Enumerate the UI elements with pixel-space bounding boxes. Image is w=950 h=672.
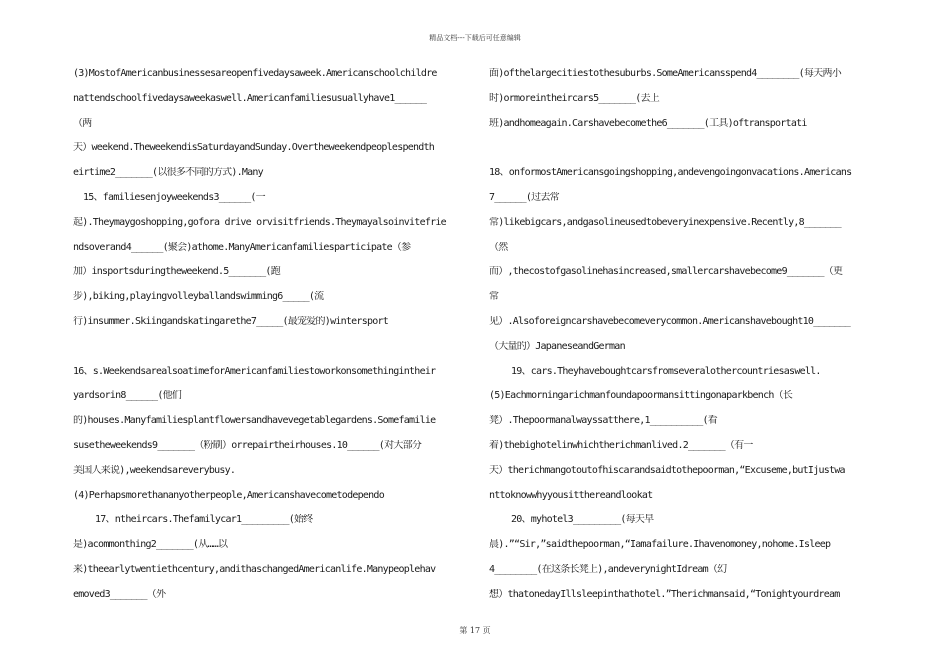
text-line: 而）,thecostofgasolinehasincreased,smallercarshavebecome9_______（更: [489, 266, 843, 278]
text-line: 晨).”“Sir,”saidthepoorman,“Iamafailure.Ihavenomoney,nohome.Isleep: [489, 539, 831, 551]
text-line: 7______(过去常: [489, 191, 559, 203]
right-column: [489, 68, 881, 614]
text-line: 天）weekend.TheweekendisSaturdayandSunday.Overtheweekendpeoplespendth: [73, 142, 435, 154]
paragraph-gap: [73, 341, 467, 366]
text-line: 见）.Alsoforeigncarshavebecomeverycommon.Americanshavebought10_______: [489, 315, 851, 327]
text-line: （两: [73, 117, 92, 129]
text-line: 凳）.Thepoormanalwayssatthere,1__________(看: [489, 415, 718, 427]
text-line: 17、ntheircars.Thefamilycar1_________(始终: [95, 514, 313, 526]
text-line: 天）therichmangotoutofhiscarandsaidtothepoorman,“Excuseme,butIjustwa: [489, 464, 845, 476]
text-line: 20、myhotel3_________(每天早: [511, 514, 654, 526]
text-line: nttoknowwhyyousitthereandlookat: [489, 489, 653, 501]
text-line: 起).Theymaygoshopping,gofora drive orvisitfriends.Theymayalsoinvitefrie: [73, 216, 446, 228]
text-line: 18、onformostAmericansgoingshopping,andevengoingonvacations.Americans: [489, 167, 852, 179]
left-column: [73, 68, 467, 614]
text-line: (5)Eachmorningarichmanfoundapoormansittingonaparkbench（长: [489, 390, 793, 402]
text-line: (3)MostofAmericanbusinessesareopenfivedaysaweek.Americanschoolchildre: [73, 68, 437, 79]
text-line: 步),biking,playingvolleyballandswimming6_____(流: [73, 291, 324, 303]
text-line: 着)thebighotelinwhichtherichmanlived.2_______（有一: [489, 439, 753, 451]
text-line: 的)houses.Manyfamiliesplantflowersandhavevegetablegardens.Somefamilie: [73, 415, 436, 427]
text-line: 16、s.WeekendsarealsoatimeforAmericanfamiliestoworkonsomethingintheir: [73, 365, 436, 377]
text-line: 面)ofthelargecitiestothesuburbs.SomeAmericansspend4________(每天两小: [489, 68, 841, 79]
text-line: 美国人来说),weekendsareverybusy.: [73, 464, 236, 476]
text-line: 15、familiesenjoyweekends3______(一: [83, 191, 265, 203]
text-line: (4)Perhapsmorethananyotherpeople,Americanshavecometodependo: [73, 489, 384, 501]
text-line: nattendschoolfivedaysaweekaswell.Americanfamiliesusuallyhave1______: [73, 92, 427, 104]
text-line: 是)acommonthing2_______(从……以: [73, 539, 228, 551]
text-line: emoved3_______（外: [73, 588, 166, 600]
text-line: 常: [489, 291, 499, 303]
text-line: 来)theearlytwentiethcentury,andithaschangedAmericanlife.Manypeoplehav: [73, 563, 436, 575]
text-line: （大量的）JapaneseandGerman: [489, 340, 625, 352]
text-line: （然: [489, 241, 508, 253]
text-line: 加）insportsduringtheweekend.5_______(跑: [73, 266, 280, 278]
text-line: 19、cars.Theyhaveboughtcarsfromseveralothercountriesaswell.: [511, 365, 821, 377]
text-line: 想）thatonedayIllsleepinthathotel.”Therichmansaid,“Tonightyourdream: [489, 588, 840, 600]
text-line: 常)likebigcars,andgasolineusedtobeveryinexpensive.Recently,8_______: [489, 216, 841, 228]
text-line: 班)andhomeagain.Carshavebecomethe6_______(工具)oftransportati: [489, 117, 807, 129]
text-line: susetheweekends9_______（粉刷）orrepairtheirhouses.10______(对大部分: [73, 439, 422, 451]
paragraph-gap: [489, 142, 881, 167]
page-footer: 第 17 页: [459, 626, 491, 635]
text-line: ndsoverand4______(聚会)athome.ManyAmericanfamiliesparticipate（参: [73, 241, 411, 253]
text-line: eirtime2_______(以很多不同的方式).Many: [73, 167, 263, 179]
text-line: 4________(在这条长凳上),andeverynightIdream（幻: [489, 563, 727, 575]
text-line: 时)ormoreintheircars5_______(去上: [489, 92, 660, 104]
page-header: 精品文档---下载后可任意编辑: [429, 34, 521, 42]
text-line: 行)insummer.Skiingandskatingarethe7_____(最宠爱的)wintersport: [73, 315, 389, 327]
text-line: yardsorin8______(他们: [73, 390, 182, 402]
